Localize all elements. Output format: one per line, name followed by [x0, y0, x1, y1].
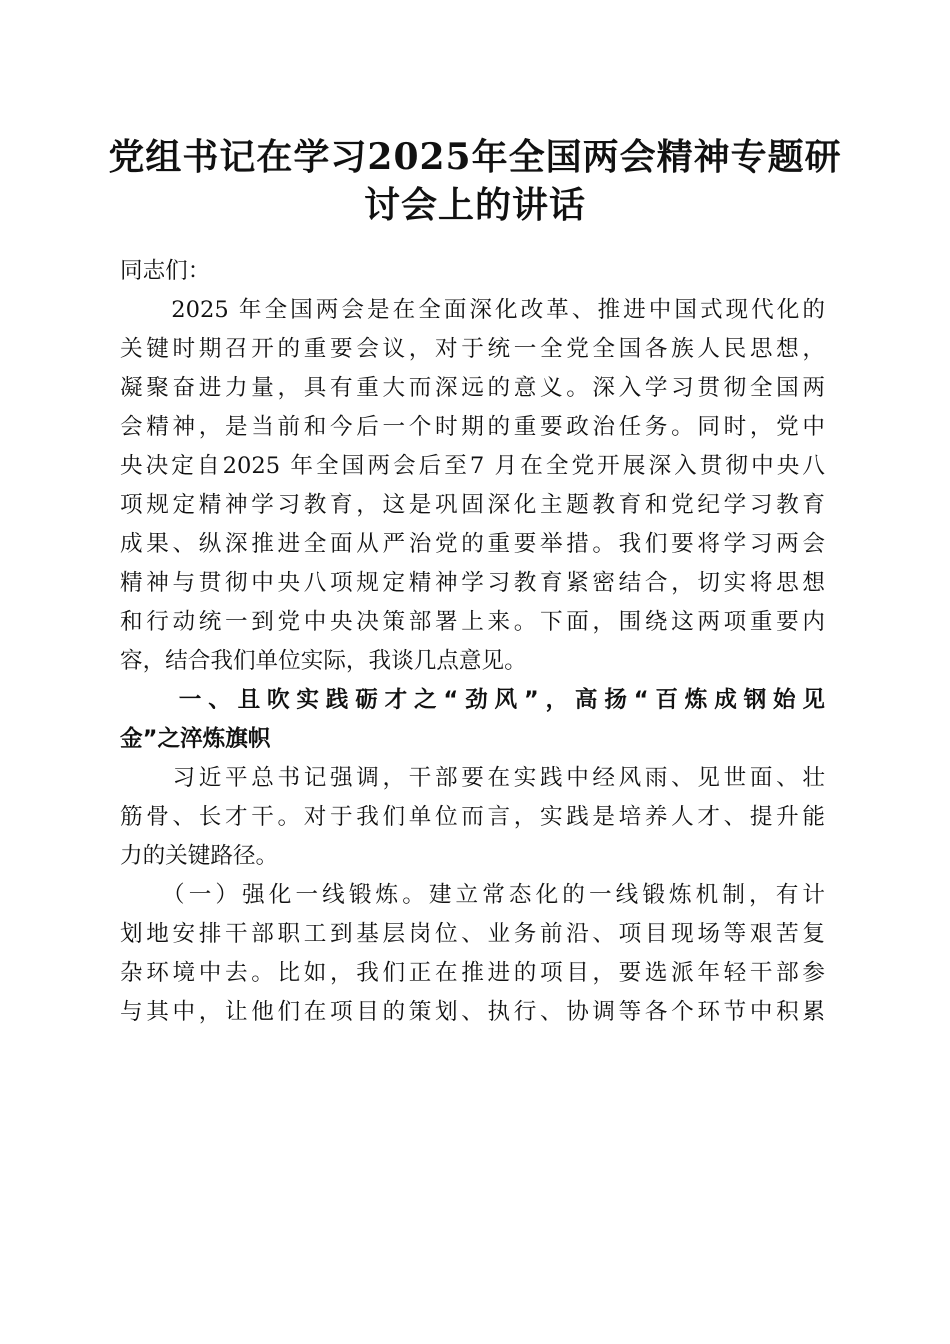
- title-line-1: 党组书记在学习2025年全国两会精神专题研: [108, 136, 842, 178]
- paragraph-line: 2025 年全国两会是在全面深化改革、推进中国式现代化的: [120, 297, 825, 323]
- paragraph-line: 划地安排干部职工到基层岗位、业务前沿、项目现场等艰苦复: [120, 921, 825, 947]
- paragraph-line-first: [120, 876, 825, 915]
- paragraph-intro: [120, 291, 825, 681]
- paragraph-line: 容，结合我们单位实际，我谈几点意见。: [120, 648, 527, 674]
- document-body: [120, 252, 825, 1032]
- paragraph-line: 凝聚奋进力量，具有重大而深远的意义。深入学习贯彻全国两: [120, 375, 825, 401]
- subheading-prefix: （一）强化一线锻炼。: [120, 882, 429, 908]
- paragraph-line: 成果、纵深推进全面从严治党的重要举措。我们要将学习两会: [120, 531, 825, 557]
- paragraph-text: 建立常态化的一线锻炼机制，有计: [428, 882, 826, 908]
- paragraph-line: 和行动统一到党中央决策部署上来。下面，围绕这两项重要内: [120, 609, 825, 635]
- paragraph-line: 项规定精神学习教育，这是巩固深化主题教育和党纪学习教育: [120, 492, 825, 518]
- heading-line: 一、且吹实践砺才之“劲风”，高扬“百炼成钢始见: [120, 687, 825, 713]
- heading-line: 金”之淬炼旗帜: [120, 726, 271, 752]
- paragraph-line: 力的关键路径。: [120, 843, 279, 869]
- paragraph-frontline: [120, 876, 825, 1032]
- paragraph-line: 精神与贯彻中央八项规定精神学习教育紧密结合，切实将思想: [120, 570, 825, 596]
- paragraph-practice: [120, 759, 825, 876]
- paragraph-line: 会精神，是当前和今后一个时期的重要政治任务。同时，党中: [120, 414, 825, 440]
- title-line-2: 讨会上的讲话: [363, 184, 586, 226]
- paragraph-line: 与其中，让他们在项目的策划、执行、协调等各个环节中积累: [120, 999, 825, 1025]
- paragraph-line: 央决定自2025 年全国两会后至7 月在全党开展深入贯彻中央八: [120, 453, 825, 479]
- section-heading-1: [120, 681, 825, 759]
- paragraph-line: 习近平总书记强调，干部要在实践中经风雨、见世面、壮: [120, 765, 825, 791]
- paragraph-line: 杂环境中去。比如，我们正在推进的项目，要选派年轻干部参: [120, 960, 825, 986]
- paragraph-line: 关键时期召开的重要会议，对于统一全党全国各族人民思想，: [120, 336, 825, 362]
- salutation: 同志们：: [120, 258, 211, 284]
- document-title: [100, 133, 850, 229]
- paragraph-line: 筋骨、长才干。对于我们单位而言，实践是培养人才、提升能: [120, 804, 825, 830]
